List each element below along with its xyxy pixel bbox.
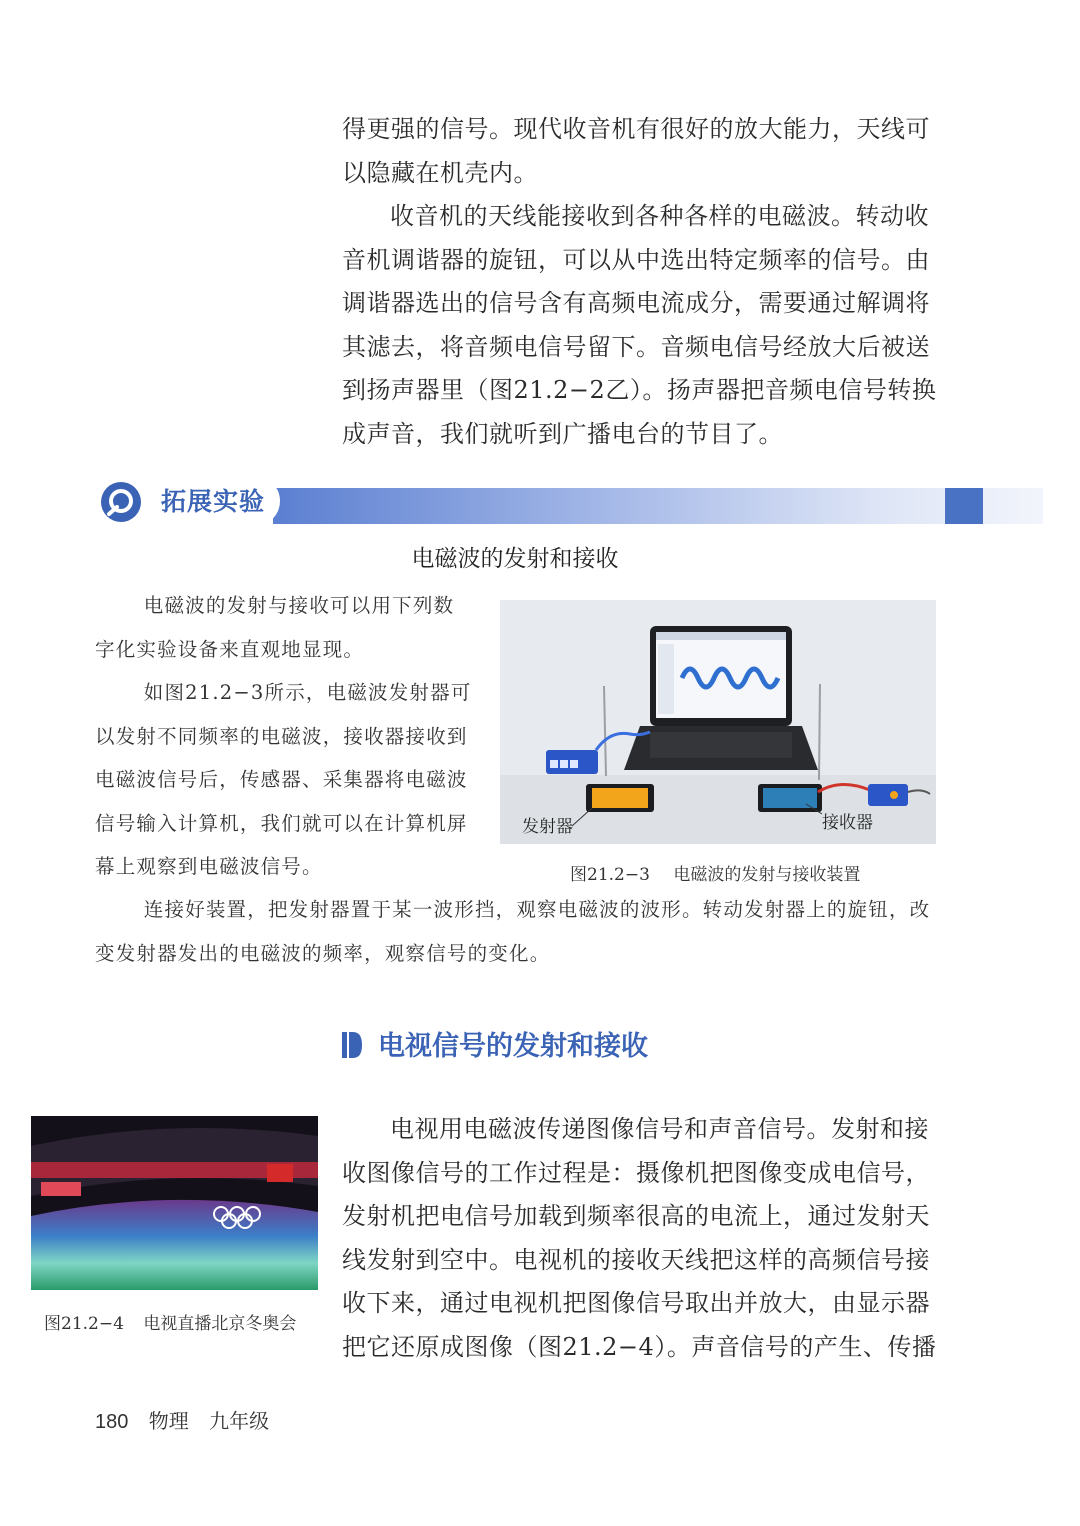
experiment-paragraph-2: 如图21.2−3所示，电磁波发射器可以发射不同频率的电磁波，接收器接收到电磁波信号后，传感器、采集器将电磁波信号输入计算机，我们就可以在计算机屏幕上观察到电磁波信号。	[95, 681, 472, 878]
experiment-paragraph-1: 电磁波的发射与接收可以用下列数字化实验设备来直观地显现。	[95, 594, 455, 661]
tv-paragraph-1: 电视用电磁波传递图像信号和声音信号。发射和接收图像信号的工作过程是：摄像机把图像变成电信号，发射机把电信号加载到频率很高的电流上，通过发射天线发射到空中。电视机的接收天线把这样的高频信号接收下来，通过电视机把图像信号取出并放大，由显示器把它还原成图像（图21.2−4）。声音信号的产生、传播	[342, 1115, 937, 1361]
page-number: 180	[95, 1411, 129, 1433]
magnifier-icon	[99, 480, 143, 524]
banner-end-block	[945, 488, 983, 524]
olympics-photo	[31, 1116, 318, 1290]
receiver-label: 接收器	[822, 813, 873, 833]
intro-paragraph-1: 得更强的信号。现代收音机有很好的放大能力，天线可以隐藏在机壳内。	[342, 115, 930, 187]
experiment-paragraph-3-block	[95, 888, 945, 975]
footer-subject: 物理	[148, 1409, 189, 1433]
section-heading: 电视信号的发射和接收	[378, 1031, 648, 1062]
banner-gradient-bar	[273, 488, 1043, 524]
stadium-illustration	[31, 1116, 318, 1290]
tv-section-text	[342, 1108, 942, 1369]
experiment-paragraph-3: 连接好装置，把发射器置于某一波形挡，观察电磁波的波形。转动发射器上的旋钮，改变发射器发出的电磁波的频率，观察信号的变化。	[95, 898, 931, 965]
page-footer	[95, 1405, 269, 1434]
extension-banner	[95, 474, 985, 530]
intro-text	[342, 108, 942, 456]
footer-grade: 九年级	[209, 1409, 270, 1433]
section-marker-icon	[342, 1032, 362, 1058]
caption-number: 图21.2−4	[44, 1314, 124, 1334]
experiment-text	[95, 584, 473, 889]
transmitter-label: 发射器	[522, 817, 573, 837]
figure-caption-21-2-4	[44, 1309, 296, 1334]
figure-caption-21-2-3	[570, 860, 860, 885]
caption-number: 图21.2−3	[570, 865, 650, 885]
caption-text: 电磁波的发射与接收装置	[673, 865, 861, 885]
experiment-title: 电磁波的发射和接收	[411, 546, 619, 572]
caption-text: 电视直播北京冬奥会	[143, 1314, 297, 1334]
experiment-photo	[500, 600, 936, 844]
banner-title: 拓展实验	[161, 487, 266, 516]
banner-tab	[95, 476, 280, 526]
intro-paragraph-2: 收音机的天线能接收到各种各样的电磁波。转动收音机调谐器的旋钮，可以从中选出特定频率的信号。由调谐器选出的信号含有高频电流成分，需要通过解调将其滤去，将音频电信号留下。音频电信号经放大后被送到扬声器里（图21.2−2乙）。扬声器把音频电信号转换成声音，我们就听到广播电台的节目了。	[342, 202, 937, 448]
